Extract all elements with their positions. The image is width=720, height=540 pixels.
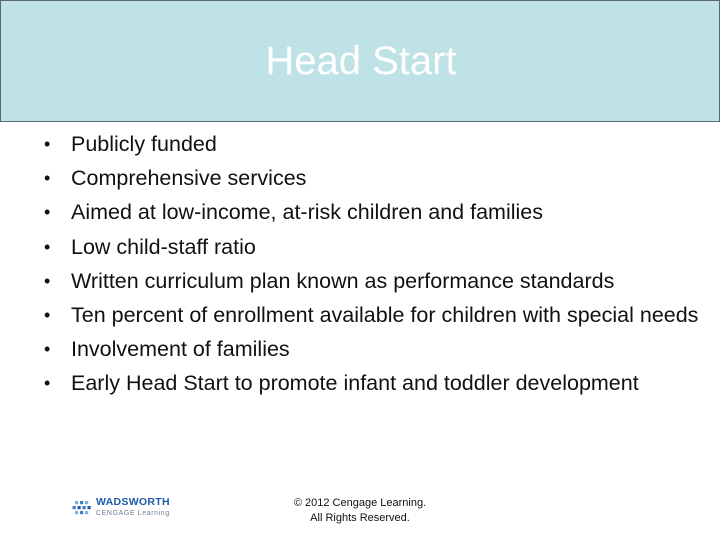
bullet-dot-icon: • bbox=[44, 270, 51, 291]
bullet-text: Early Head Start to promote infant and toddler development bbox=[71, 371, 639, 396]
bullet-text: Publicly funded bbox=[71, 132, 217, 156]
bullet-item bbox=[44, 369, 704, 398]
bullet-item bbox=[44, 335, 704, 364]
bullet-text: Ten percent of enrollment available for children with special needs bbox=[71, 302, 699, 327]
copyright-notice bbox=[260, 496, 460, 526]
bullet-dot-icon: • bbox=[44, 236, 51, 257]
slide-title: Head Start bbox=[265, 38, 457, 83]
bullet-item bbox=[44, 164, 704, 193]
logo-top-text: WADSWORTH bbox=[96, 496, 170, 508]
bullet-dot-icon: • bbox=[44, 168, 51, 189]
copyright-line-2: All Rights Reserved. bbox=[310, 512, 410, 524]
logo-bottom-text: CENGAGE Learning bbox=[96, 510, 170, 517]
bullet-list bbox=[44, 130, 704, 404]
copyright-line-1: © 2012 Cengage Learning. bbox=[293, 497, 427, 509]
logo-wordmark bbox=[96, 498, 170, 518]
bullet-item bbox=[44, 267, 704, 296]
bullet-dot-icon: • bbox=[44, 339, 51, 360]
bullet-text: Aimed at low-income, at-risk children and families bbox=[71, 200, 543, 225]
bullet-item bbox=[44, 130, 704, 159]
bullet-item bbox=[44, 198, 704, 227]
bullet-text: Involvement of families bbox=[71, 337, 290, 362]
bullet-dot-icon: • bbox=[44, 373, 51, 394]
bullet-text: Comprehensive services bbox=[71, 166, 307, 191]
bullet-dot-icon: • bbox=[44, 134, 51, 154]
wadsworth-logo bbox=[72, 498, 170, 518]
bullet-dot-icon: • bbox=[44, 304, 51, 325]
wadsworth-logo-icon bbox=[72, 498, 92, 518]
bullet-item bbox=[44, 301, 704, 330]
bullet-text: Written curriculum plan known as performance standards bbox=[71, 268, 615, 293]
bullet-item bbox=[44, 233, 704, 262]
slide-title-bar bbox=[0, 0, 720, 122]
bullet-text: Low child-staff ratio bbox=[71, 234, 256, 259]
bullet-dot-icon: • bbox=[44, 202, 51, 223]
